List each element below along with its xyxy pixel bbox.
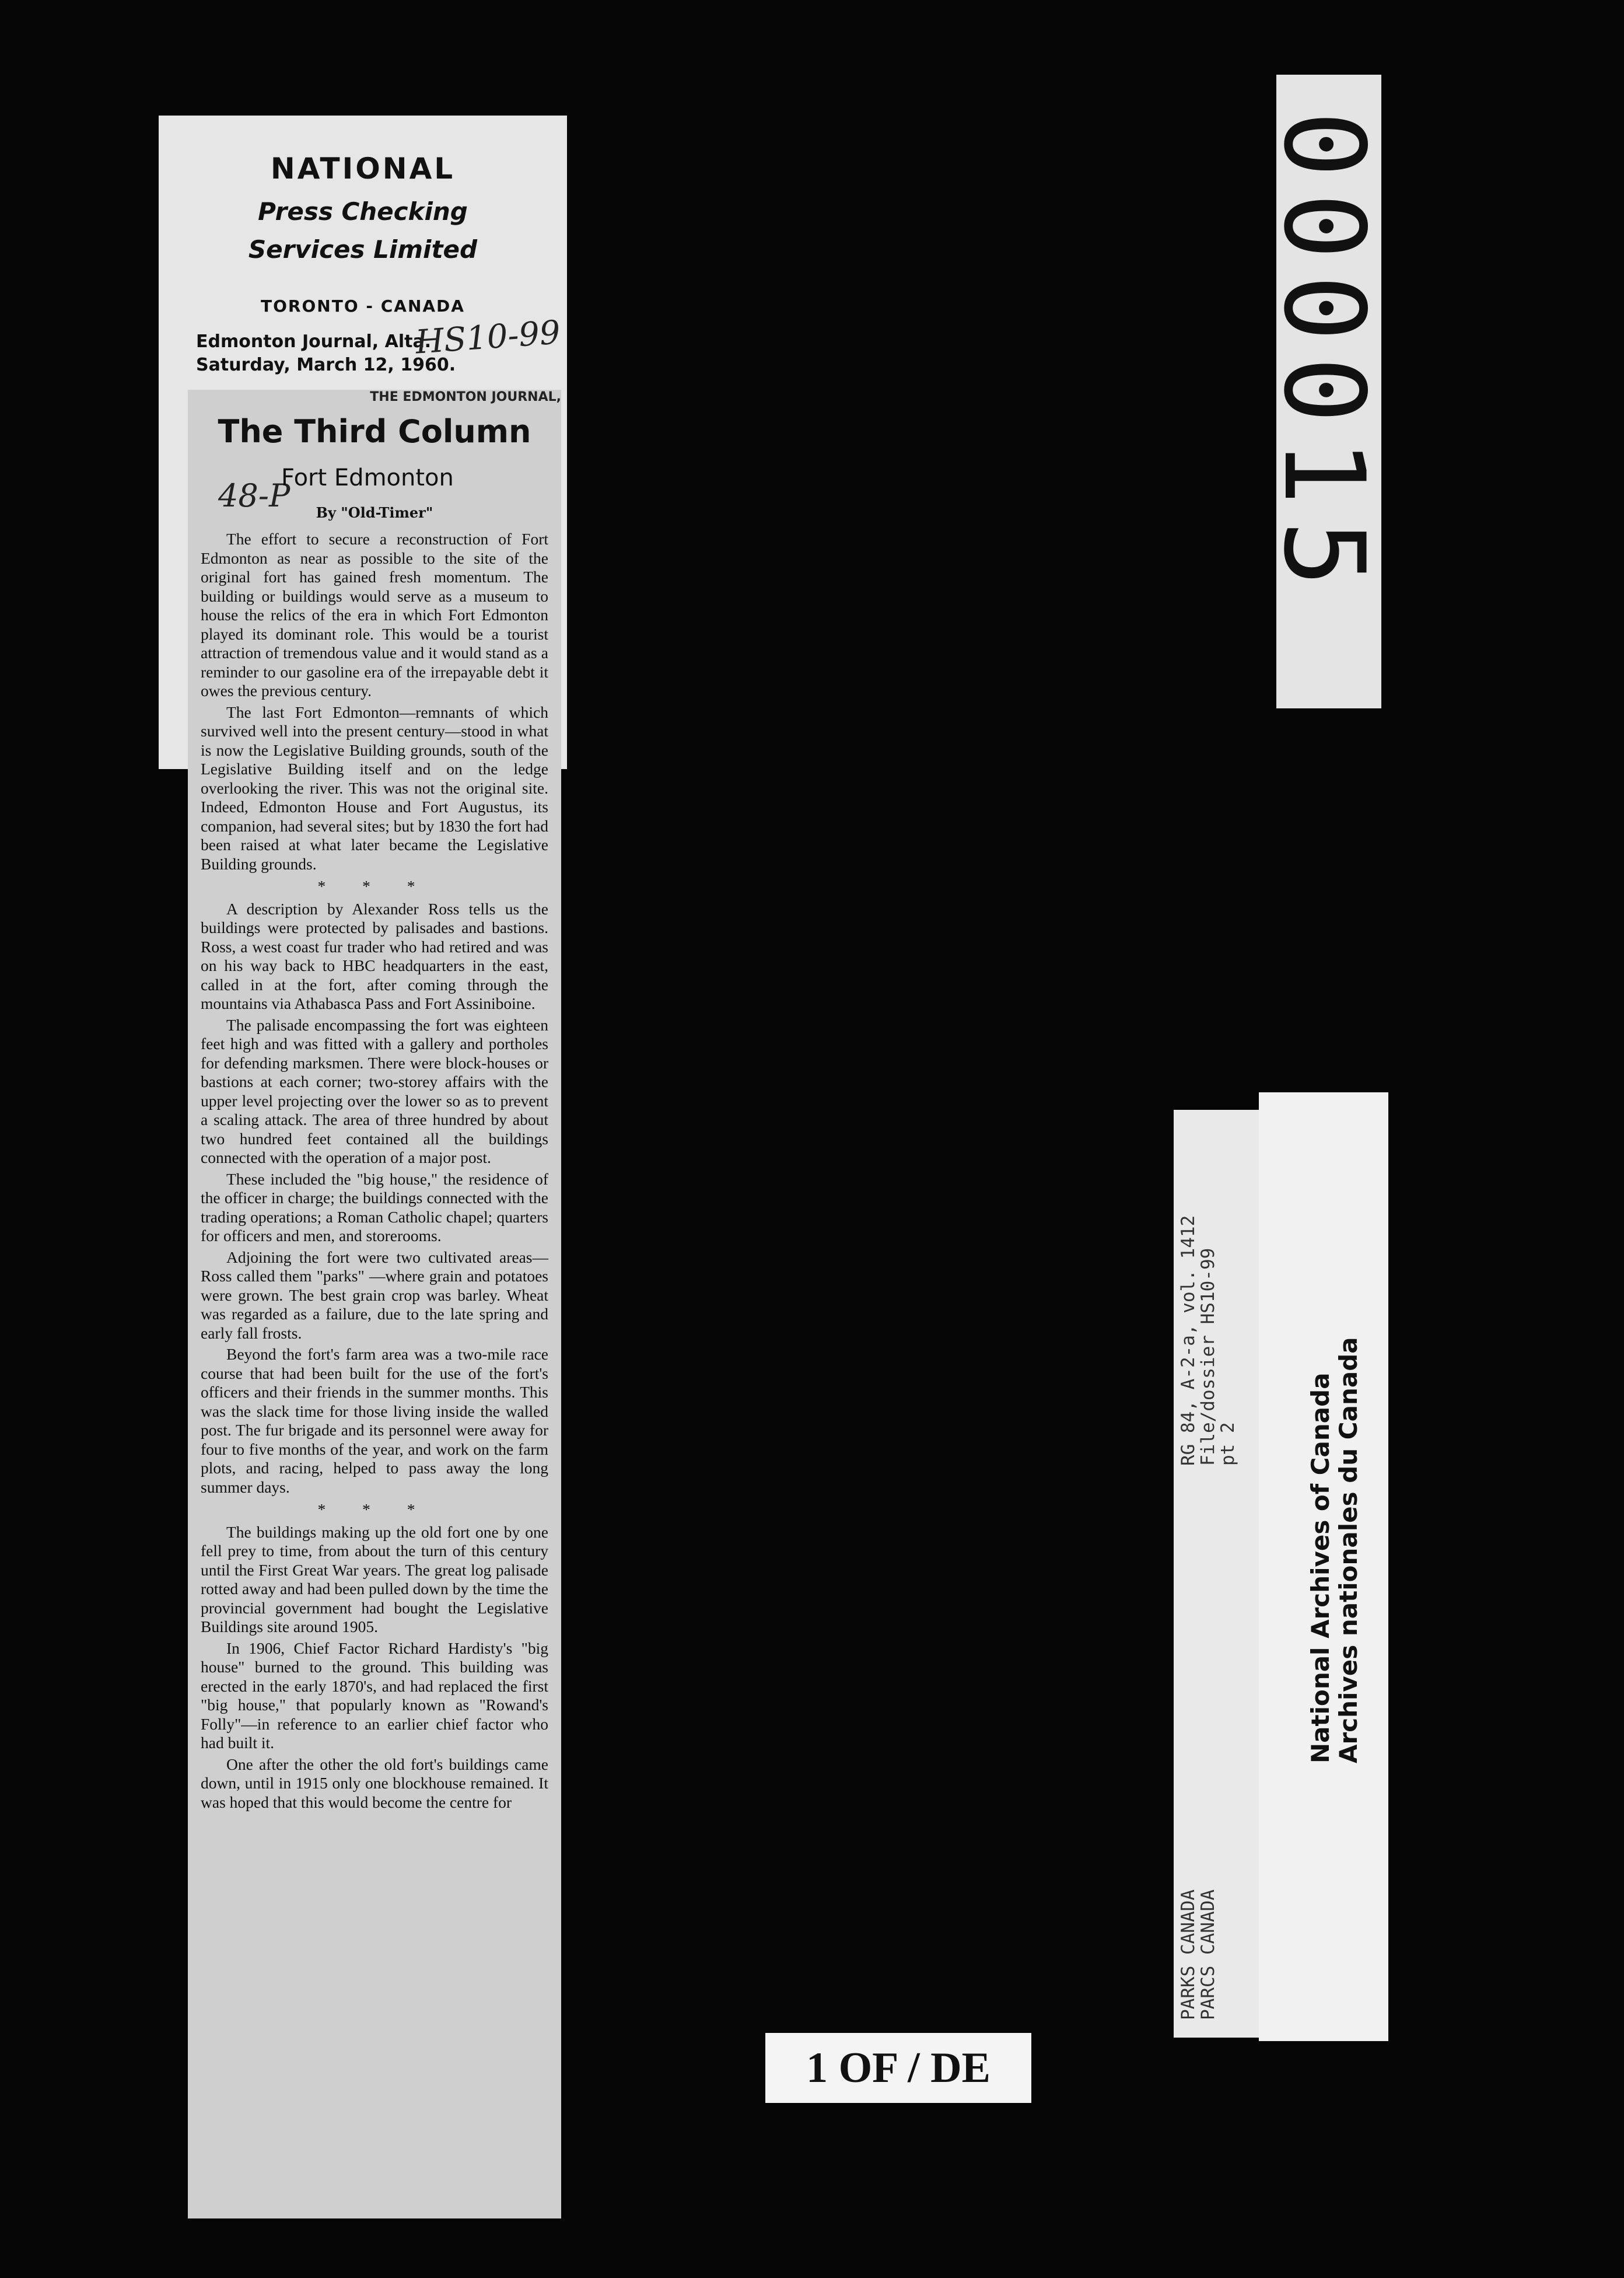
service-name-line3: Services Limited (248, 235, 478, 264)
newspaper-clipping (188, 390, 561, 2218)
service-city: TORONTO - CANADA (261, 296, 465, 316)
archives-name (1307, 1337, 1363, 1763)
article-body (201, 530, 548, 1814)
section-separator: * * * (317, 1500, 432, 1518)
paragraph: In 1906, Chief Factor Richard Hardisty's "big house" burned to the ground. This building was erected in the early 1870's, and had replaced the first "big house," that popularly known as "Rowand's Folly"—in reference to an earlier chief factor who had built it. (201, 1638, 548, 1752)
reference-line3: pt 2 (1217, 1422, 1238, 1466)
reference-line1: RG 84, A-2-a, vol. 1412 (1178, 1215, 1199, 1466)
handwritten-mark: 48-P (218, 477, 290, 514)
newspaper-name: Edmonton Journal, Alta. (196, 331, 432, 352)
reference-line2: File/dossier HS10-99 (1198, 1248, 1219, 1466)
paragraph: Adjoining the fort were two cultivated areas—Ross called them "parks" —where grain and potatoes were grown. The best grain crop was barley. Wheat was regarded as a failure, due to the late spring and early fall frosts. (201, 1248, 548, 1342)
paragraph: Beyond the fort's farm area was a two-mile race course that had been built for the use of the fort's officers and their friends in the summer months. This was the slack time for those living inside the walled post. The fur brigade and its personnel were away for four to five months of the year, and work on the farm plots, and racing, helped to pass away the long summer days. (201, 1345, 548, 1496)
archives-name-en: National Archives of Canada (1306, 1372, 1335, 1763)
agency-name-fr: PARCS CANADA (1198, 1889, 1219, 2020)
newspaper-masthead: THE EDMONTON JOURNAL, (370, 390, 561, 404)
paragraph: A description by Alexander Ross tells us the buildings were protected by palisades and bastions. Ross, a west coast fur trader who had retired and was on his way back to HBC headquarters in the east, called in at the fort, after coming through the mountains via Athabasca Pass and Fort Assiniboine. (201, 899, 548, 1012)
article-subtitle: Fort Edmonton (281, 464, 454, 491)
archive-reference (1178, 1215, 1238, 1466)
section-separator: * * * (317, 877, 432, 895)
paragraph: One after the other the old fort's buildings came down, until in 1915 only one blockhouse remained. It was hoped that this would become the centre for (201, 1755, 548, 1811)
paragraph: The buildings making up the old fort one by one fell prey to time, from about the turn of this century until the First Great War years. The great log palisade rotted away and had been pulled down by the time the provincial government had bought the Legislative Buildings site around 1905. (201, 1522, 548, 1636)
archives-name-fr: Archives nationales du Canada (1334, 1337, 1363, 1763)
byline: By "Old-Timer" (316, 504, 433, 521)
agency-name-en: PARKS CANADA (1178, 1889, 1199, 2020)
paragraph: The palisade encompassing the fort was eighteen feet high and was fitted with a gallery and portholes for defending marksmen. There were block-houses or bastions at each corner; two-storey affairs with the upper level projecting over the lower so as to prevent a scaling attack. The area of three hundred by about two hundred feet contained all the buildings connected with the operation of a major post. (201, 1015, 548, 1166)
publication-date: Saturday, March 12, 1960. (196, 355, 456, 375)
reel-marker: 1 OF / DE (765, 2033, 1031, 2103)
column-title: The Third Column (218, 413, 531, 450)
service-name-line2: Press Checking (258, 197, 468, 226)
frame-number: 000015 (1259, 111, 1388, 603)
service-name-line1: NATIONAL (270, 152, 456, 186)
paragraph: The last Fort Edmonton—remnants of which survived well into the present century—stood in what is now the Legislative Building grounds, south of the Legislative Building itself and on the ledge overlooking the river. This was not the original site. Indeed, Edmonton House and Fort Augustus, its companion, had several sites; but by 1830 the fort had been raised at what later became the Legislative Building grounds. (201, 703, 548, 873)
paragraph: The effort to secure a reconstruction of Fort Edmonton as near as possible to the site of the original fort has gained fresh momentum. The building or buildings would serve as a museum to house the relics of the era in which Fort Edmonton played its dominant role. This would be a tourist attraction of tremendous value and it would stand as a reminder to our gasoline era of the irrepayable debt it owes the previous century. (201, 530, 548, 700)
paragraph: These included the "big house," the residence of the officer in charge; the buildings connected with the trading operations; a Roman Catholic chapel; quarters for officers and men, and storerooms. (201, 1169, 548, 1245)
agency-name (1178, 1889, 1218, 2020)
national-archives-card (1259, 1092, 1388, 2041)
handwritten-file-number: HS10-99 (414, 313, 562, 362)
frame-number-wrapper (1259, 111, 1388, 602)
